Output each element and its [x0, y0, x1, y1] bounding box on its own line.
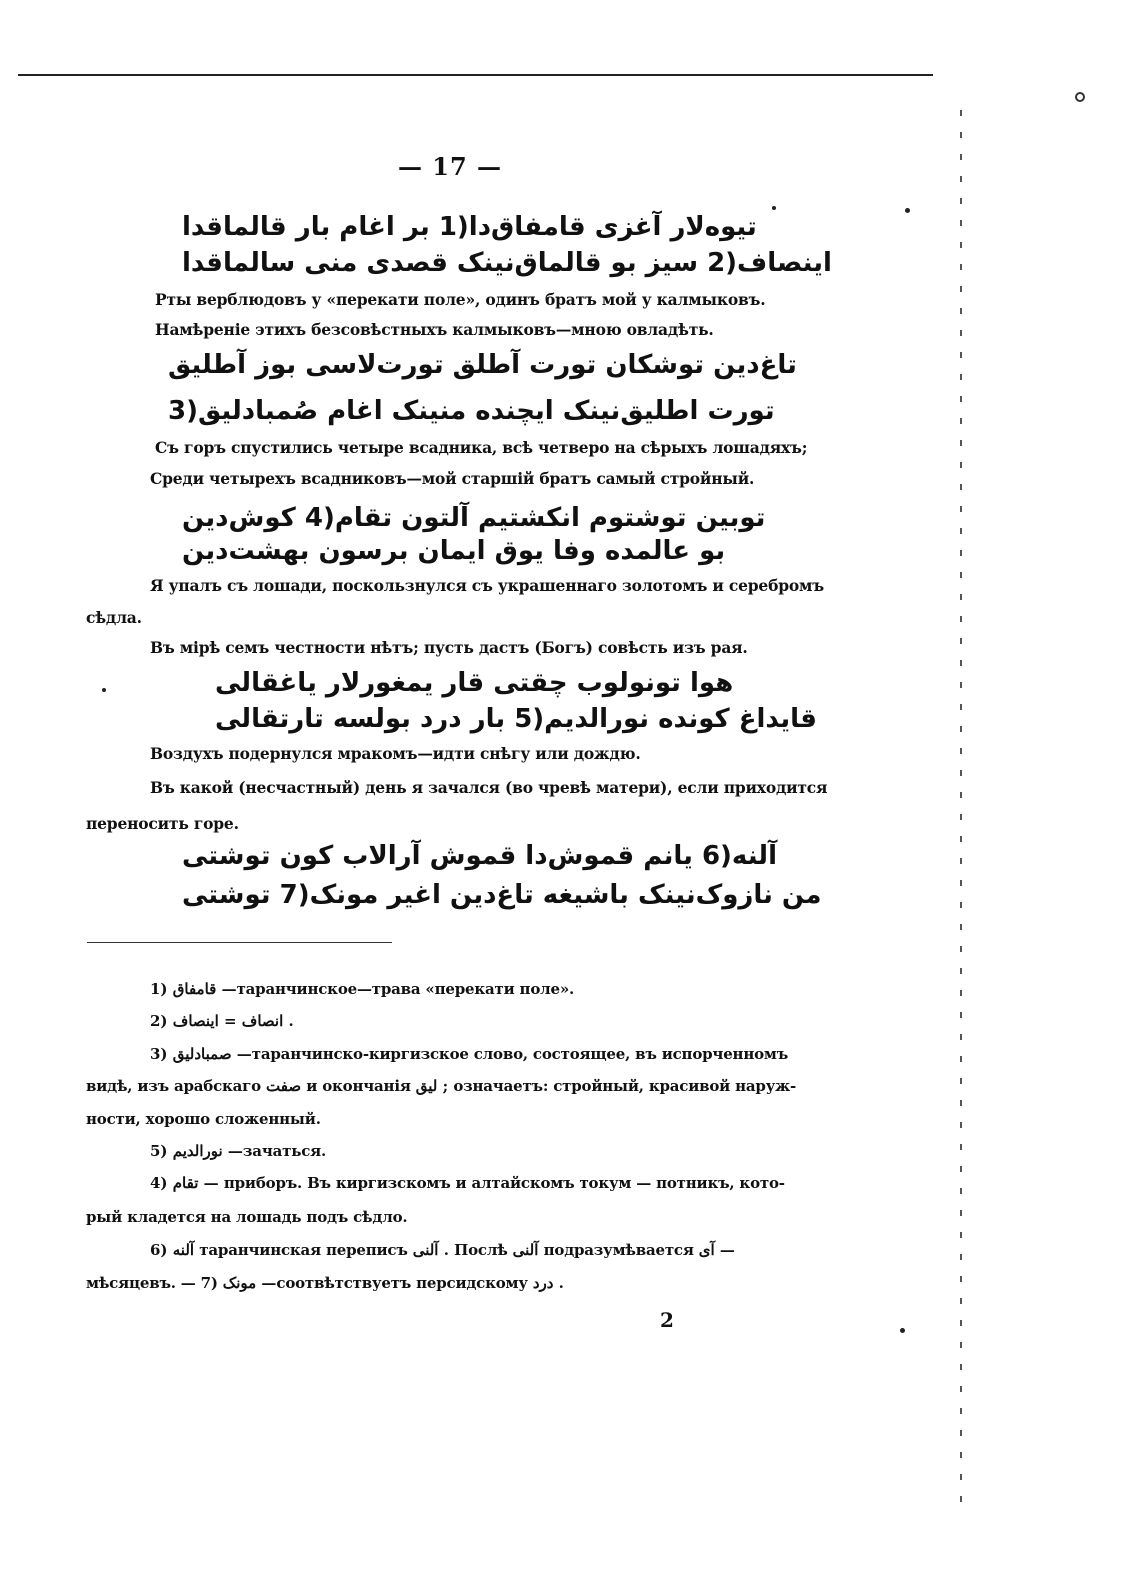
footnote-4-line-2: рый кладется на лошадь подъ сѣдло. — [86, 1208, 408, 1226]
verse-3-translation-3: Въ мірѣ семъ честности нѣтъ; пусть дастъ (Богъ) совѣсть изъ рая. — [150, 638, 748, 657]
verse-3-translation-1: Я упалъ съ лошади, поскользнулся съ украшеннаго золотомъ и серебромъ — [150, 576, 824, 595]
scan-speck — [1075, 92, 1085, 102]
verse-4-translation-2: Въ какой (несчастный) день я зачался (во чревѣ матери), если приходится — [150, 778, 828, 797]
scan-speck — [905, 208, 910, 213]
scan-speck — [900, 1328, 905, 1333]
footnote-6: 6) آلنه таранчинская переписъ آلنی . Послѣ آلنی подразумѣвается آی — — [150, 1241, 735, 1259]
footnote-rule — [87, 942, 392, 943]
verse-4-translation-1: Воздухъ подернулся мракомъ—идти снѣгу или дождю. — [150, 744, 641, 763]
signature-mark: 2 — [660, 1308, 674, 1332]
footnote-1: 1) قامفاق —таранчинское—трава «перекати поле». — [150, 980, 575, 998]
footnote-5: 5) نورالدیم —зачаться. — [150, 1142, 327, 1160]
verse-5-line-2: من نازوک‌نینک باشیغه تاغ‌دین اغیر مونک(7 توشتی — [182, 880, 822, 910]
footnote-3-line-3: ности, хорошо сложенный. — [86, 1110, 321, 1128]
verse-1-translation-2: Намѣреніе этихъ безсовѣстныхъ калмыковъ—мною овладѣть. — [155, 320, 714, 339]
verse-3-line-1: توبین توشتوم انکشتیم آلتون تقام(4 کوش‌دین — [182, 503, 766, 533]
verse-4-line-1: هوا تونولوب چقتی قار یمغورلار یاغقالی — [215, 668, 734, 698]
verse-3-translation-2: сѣдла. — [86, 608, 142, 627]
footnote-3-line-2: видѣ, изъ арабскаго صفت и окончанія لیق ; означаетъ: стройный, красивой наруж- — [86, 1077, 797, 1095]
footnote-2: 2) انصاف = اینصاف . — [150, 1012, 294, 1030]
scan-speck — [102, 688, 106, 692]
verse-4-line-2: قایداغ کونده نورالدیم(5 بار درد بولسه تارتقالی — [215, 704, 817, 734]
footnote-4-line-1: 4) تقام — приборъ. Въ киргизскомъ и алтайскомъ токум — потникъ, кото- — [150, 1174, 785, 1192]
verse-1-translation-1: Рты верблюдовъ у «перекати поле», одинъ братъ мой у калмыковъ. — [155, 290, 766, 309]
top-rule — [18, 74, 933, 76]
verse-3-line-2: بو عالمده وفا یوق ایمان برسون بهشت‌دین — [182, 536, 726, 566]
verse-1-line-2: اینصاف(2 سیز بو قالماق‌نینک قصدی منی سالماقدا — [182, 248, 832, 278]
verse-5-line-1: آلنه(6 یانم قموش‌دا قموش آرالاب کون توشتی — [182, 841, 777, 871]
verse-2-translation-1: Съ горъ спустились четыре всадника, всѣ четверо на сѣрыхъ лошадяхъ; — [155, 438, 808, 457]
margin-binding-marks — [960, 110, 962, 1510]
verse-2-line-2: تورت اطلیق‌نینک ایچنده منینک اغام صُمبادلیق(3 — [168, 396, 775, 426]
verse-2-translation-2: Среди четырехъ всадниковъ—мой старшій братъ самый стройный. — [150, 469, 755, 488]
scan-speck — [772, 206, 776, 210]
footnote-6-7: мѣсяцевъ. — 7) مونک —соотвѣтствуетъ персидскому درد . — [86, 1274, 564, 1292]
page-number: — 17 — — [397, 152, 503, 181]
footnote-3-line-1: 3) صمبادلیق —таранчинско-киргизское слово, состоящее, въ испорченномъ — [150, 1045, 789, 1063]
verse-1-line-1: تیوه‌لار آغزی قامفاق‌دا(1 بر اغام بار قالماقدا — [182, 212, 757, 242]
verse-4-translation-3: переносить горе. — [86, 814, 239, 833]
verse-2-line-1: تاغ‌دین توشکان تورت آطلق تورت‌لاسی بوز آطلیق — [168, 350, 797, 380]
